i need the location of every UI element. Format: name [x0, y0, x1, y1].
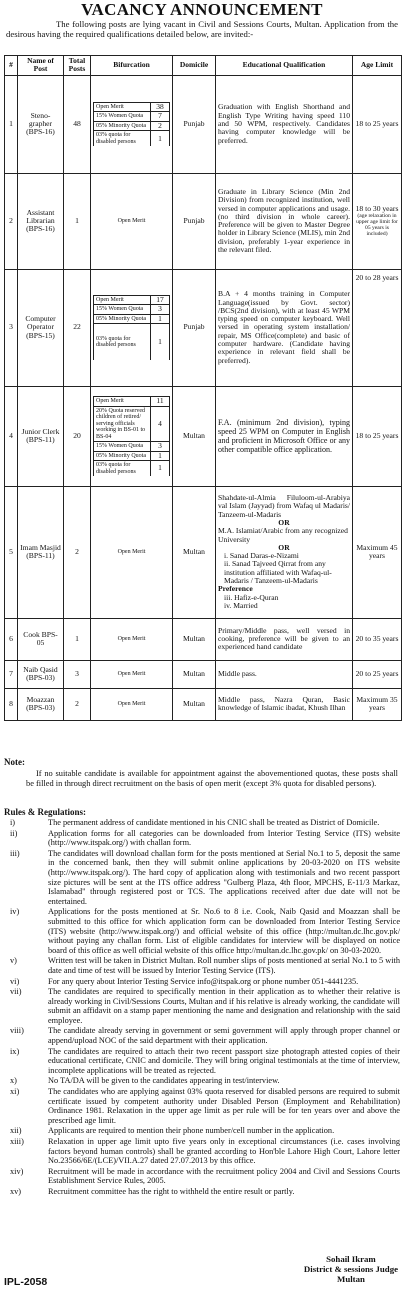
bifurcation-label: 03% quota for disabled persons: [94, 131, 151, 147]
rule-text: Application forms for all categories can be downloaded from Interior Testing Service (ITS) website (http://www.itspak.org/) with challan form.: [48, 828, 400, 848]
header-number: #: [5, 56, 18, 76]
table-row: [5, 386, 402, 486]
header-domicile: Domicile: [173, 56, 216, 76]
header-qualification: Educational Qualification: [216, 56, 353, 76]
row-number: 4: [5, 386, 18, 486]
bifurcation-count: 1: [151, 324, 170, 361]
age-limit: 20 to 25 years: [353, 660, 402, 688]
bifurcation-label: Open Merit: [94, 295, 151, 305]
note-heading: Note:: [4, 757, 25, 767]
bifurcation-label: 05% Minority Quota: [94, 451, 151, 461]
rules-heading: Rules & Regulations:: [4, 807, 87, 817]
rule-item: [4, 1137, 400, 1166]
bifurcation-count: 1: [151, 314, 170, 324]
qualification-preference-label: Preference: [218, 584, 253, 594]
header-total-posts: Total Posts: [64, 56, 91, 76]
rule-text: The candidates who are applying against 03% quota reserved for disabled persons are required to submit certificate issued by competent authority under Disabled Person (Employment and Rehabilitation) Ordinance 1981. Relaxation in the upper age limit as per rule will be for ten years over and above the prescribed age limit.: [48, 1087, 400, 1125]
bifurcation-text: Open Merit: [91, 486, 173, 618]
vacancy-table: [4, 55, 402, 721]
bifurcation-cell: [91, 386, 173, 486]
domicile: Multan: [173, 660, 216, 688]
bifurcation-text: Open Merit: [91, 688, 173, 720]
age-limit: Maximum 35 years: [353, 688, 402, 720]
age-limit-cell: [353, 173, 402, 269]
table-row: [5, 173, 402, 269]
bifurcation-count: 1: [151, 461, 170, 477]
bifurcation-count: 1: [151, 131, 170, 147]
rule-text: Relaxation in upper age limit upto five years only in exceptional circumstances (i.e. cases involving factors beyond human controls) shall be granted according to Hon'ble Lahore High Court, Lahore letter No.23566/6E/(LCE)/VII.A.27 dated 27.07.2013 by this office.: [48, 1137, 400, 1166]
rule-text: The candidates are required to attach their two recent passport size photograph attested copies of their educational certificate, CNIC and domicile. They will bring original testimonials at the time of interview, incomplete applications will be treated as rejected.: [48, 1046, 400, 1075]
row-number: 6: [5, 618, 18, 660]
table-row: [5, 660, 402, 688]
bifurcation-count: 4: [151, 406, 170, 442]
rule-item: [4, 1126, 400, 1136]
rule-item: [4, 1047, 400, 1076]
rule-text: The candidate already serving in government or semi government will apply through proper channel or append/upload NOC of the said department with their application.: [48, 1026, 400, 1046]
rule-item: [4, 849, 400, 907]
table-row: [5, 269, 402, 386]
rule-item: [4, 1167, 400, 1186]
table-header-row: [5, 56, 402, 76]
table-row: [5, 618, 402, 660]
rule-item: [4, 907, 400, 955]
rule-text: Recruitment will be made in accordance with the recruitment policy 2004 and Civil and Sessions Courts Establishment Service Rules, 2005.: [48, 1166, 400, 1186]
header-age-limit: Age Limit: [353, 56, 402, 76]
row-number: 7: [5, 660, 18, 688]
qualification: Middle pass, Nazra Quran, Basic knowledge of Islamic ibadat, Khush Ilhan: [216, 688, 353, 720]
signature-name: Sohail Ikram: [326, 1254, 376, 1264]
bifurcation-text: Open Merit: [91, 660, 173, 688]
rule-number: ix): [10, 1046, 20, 1056]
signature-block: [304, 1254, 398, 1284]
post-name: Junior Clerk (BPS-11): [18, 386, 64, 486]
qualification: B.A + 4 months training in Computer Language(issued by Govt. sector) /BCS(2nd division), with at least 45 WPM typing speed on computer keyboard. Well versed in operating system installation/ repair, MS Office(complete) and basic of computer hardware. (Candidate having experience in relevant field shall be preferred).: [216, 269, 353, 386]
rule-item: [4, 1087, 400, 1125]
rule-text: Applicants are required to mention their phone number/cell number in the application.: [48, 1126, 335, 1136]
rule-item: [4, 818, 400, 828]
qualification: Graduation with English Shorthand and English Type Writing having speed 110 and 50 WPM, respectively. Candidates having computer knowledge will be preferred.: [216, 75, 353, 173]
header-post-name: Name of Post: [18, 56, 64, 76]
bifurcation-label: 03% quota for disabled persons: [94, 324, 151, 361]
domicile: Punjab: [173, 269, 216, 386]
qualification-list-item: i. Sanad Daras-e-Nizami: [224, 551, 299, 561]
post-name: Moazzan (BPS-03): [18, 688, 64, 720]
table-row: [5, 75, 402, 173]
rule-number: x): [10, 1076, 17, 1086]
bifurcation-count: 17: [151, 295, 170, 305]
age-limit: 18 to 25 years: [353, 75, 402, 173]
age-limit: 20 to 35 years: [353, 618, 402, 660]
qualification: Primary/Middle pass, well versed in cooking, preference will be given to an experienced hand candidate: [216, 618, 353, 660]
domicile: Punjab: [173, 173, 216, 269]
post-name: Naib Qasid (BPS-03): [18, 660, 64, 688]
rule-number: vii): [10, 987, 22, 997]
signature-designation: District & sessions Judge: [303, 1264, 398, 1274]
qualification-preference-item: iii. Hafiz-e-Quran: [224, 592, 279, 602]
announcement-title: VACANCY ANNOUNCEMENT: [81, 0, 323, 19]
total-posts: 22: [64, 269, 91, 386]
qualification: F.A. (minimum 2nd division), typing speed 25 WPM on Computer in English and proficient in Microsoft Office or any other compatible office application.: [216, 386, 353, 486]
qualification-main: Shahdate-ul-Almia Filuloom-ul-Arabiya val Islam (Jayyad) from Wafaq ul Madaris/ Tanzeem-ul-Madaris: [218, 493, 350, 519]
intro-paragraph: The following posts are lying vacant in Civil and Sessions Courts, Multan. Application from the desirous having the required qualifications detailed below, are invited:-: [6, 19, 398, 39]
bifurcation-count: 3: [151, 442, 170, 452]
bifurcation-cell: [91, 75, 173, 173]
bifurcation-label: 03% quota for disabled persons: [94, 461, 151, 477]
rule-number: xv): [10, 1186, 22, 1196]
qualification-list-item: ii. Sanad Tajveed Qirrat from any institution affiliated with Wafaq-ul-Madaris / Tanzeem-ul-Madaris: [224, 559, 332, 585]
total-posts: 2: [64, 486, 91, 618]
age-limit: 20 to 28 years: [353, 269, 402, 386]
bifurcation-label: 15% Women Quota: [94, 305, 151, 315]
table-row: [5, 486, 402, 618]
rule-number: v): [10, 956, 17, 966]
total-posts: 1: [64, 618, 91, 660]
qualification-or: OR: [278, 542, 290, 552]
note-text: If no suitable candidate is available for appointment against the abovementioned quotas, these posts shall be filled in through direct recruitment on the basis of open merit (except 3% quota for disabled persons).: [26, 769, 398, 788]
post-name: Steno-grapher (BPS-16): [18, 75, 64, 173]
rule-item: [4, 829, 400, 848]
bifurcation-count: 38: [151, 102, 170, 112]
bifurcation-label: 05% Minority Quota: [94, 314, 151, 324]
rule-text: The permanent address of candidate mentioned in his CNIC shall be treated as District of Domicile.: [48, 818, 380, 827]
rule-text: For any query about Interior Testing Service info@itspak.org or phone number 051-4441235.: [48, 976, 359, 986]
header-bifurcation: Bifurcation: [91, 56, 173, 76]
row-number: 5: [5, 486, 18, 618]
qualification-alt: M.A. Islamiat/Arabic from any recognized University: [218, 526, 348, 544]
rule-item: [4, 1076, 400, 1086]
rule-item: [4, 1026, 400, 1045]
rule-item: [4, 987, 400, 1025]
rule-text: The candidates are required to specifically mention in their application as to whether their relative is already working in Civil/Sessions Courts, Multan and if his relative is already working, the candidate will submit an affidavit on a stamp paper mentioning the name and designation and relationship with the said employee.: [48, 987, 400, 1025]
post-name: Imam Masjid (BPS-11): [18, 486, 64, 618]
total-posts: 20: [64, 386, 91, 486]
bifurcation-text: Open Merit: [91, 618, 173, 660]
bifurcation-cell: [91, 269, 173, 386]
bifurcation-label: Open Merit: [94, 102, 151, 112]
bifurcation-text: Open Merit: [91, 173, 173, 269]
row-number: 3: [5, 269, 18, 386]
qualification-cell: [216, 486, 353, 618]
rule-item: [4, 1187, 400, 1197]
bifurcation-label: 20% Quota reserved children of retired/ serving officials working in BS-01 to BS-04: [94, 406, 151, 442]
domicile: Multan: [173, 486, 216, 618]
post-name: Computer Operator (BPS-15): [18, 269, 64, 386]
rule-number: i): [10, 818, 16, 827]
rule-text: The candidates will download challan form for the posts mentioned at Serial No.1 to 5, deposit the same in the concerned bank, then they will submit online applications by 20-03-2020 on ITS website (http://www.itspak.org/). The hard copy of application along with testimonials and two recent passport size pictures will be sent at the ITS office address "Gulberg Plaza, 4th floor, MPCHS, E-11/3 Markaz, Islamabad" through registered post or TCS. The applications received after due date will not be entertained.: [48, 848, 400, 906]
domicile: Multan: [173, 386, 216, 486]
rule-number: viii): [10, 1026, 24, 1036]
rule-number: vi): [10, 976, 20, 986]
age-limit: Maximum 45 years: [353, 486, 402, 618]
age-limit: 18 to 25 years: [353, 386, 402, 486]
total-posts: 2: [64, 688, 91, 720]
total-posts: 48: [64, 75, 91, 173]
bifurcation-label: Open Merit: [94, 397, 151, 407]
total-posts: 1: [64, 173, 91, 269]
bifurcation-count: 11: [151, 397, 170, 407]
bifurcation-count: 7: [151, 112, 170, 122]
row-number: 8: [5, 688, 18, 720]
domicile: Multan: [173, 618, 216, 660]
qualification: Middle pass.: [216, 660, 353, 688]
qualification: Graduate in Library Science (Min 2nd Division) from recognized institution, well versed in computer applications and usage. (no third division in whole career). Preference will be given to Master Degree holder in Library Science (MLIS), min 2nd division, preferably 1-year experience in the relevant filed.: [216, 173, 353, 269]
domicile: Multan: [173, 688, 216, 720]
qualification-or: OR: [278, 517, 290, 527]
rule-number: xiv): [10, 1166, 24, 1176]
rule-text: Recruitment committee has the right to withheld the entire result or partly.: [48, 1186, 295, 1196]
bifurcation-label: 05% Minority Quota: [94, 121, 151, 131]
rule-number: iii): [10, 848, 20, 858]
rules-list: [4, 818, 400, 1198]
age-limit: 18 to 30 years: [355, 203, 399, 213]
qualification-preference-item: iv. Married: [224, 600, 258, 610]
rule-text: Written test will be taken in District Multan. Roll number slips of posts mentioned at serial No.1 to 5 with date and time of test will be issued by Interior Testing Service (ITS).: [48, 956, 400, 975]
bifurcation-count: 2: [151, 121, 170, 131]
bifurcation-label: 15% Women Quota: [94, 442, 151, 452]
rule-number: xii): [10, 1126, 22, 1136]
signature-place: Multan: [337, 1274, 365, 1284]
age-note: (age relaxation in upper age limit for 05 years is included): [356, 213, 398, 238]
rule-text: No TA/DA will be given to the candidates appearing in test/interview.: [48, 1076, 280, 1086]
row-number: 1: [5, 75, 18, 173]
bifurcation-count: 1: [151, 451, 170, 461]
bifurcation-count: 3: [151, 305, 170, 315]
rule-number: iv): [10, 907, 20, 917]
rule-item: [4, 977, 400, 987]
rule-number: ii): [10, 828, 18, 838]
post-name: Cook BPS-05: [18, 618, 64, 660]
rule-text: Applications for the posts mentioned at Sr. No.6 to 8 i.e. Cook, Naib Qasid and Moazzan shall be submitted to this office for which application form can be downloaded from Interior Testing Service (ITS) website (http://www.itspak.org/) and official website of this office (http://multan.dc.lhc.gov.pk/ without paying any challan form. List of eligible candidates for interview will be displayed on notice board of this office as well official website of this office http://multan.dc.lhc.gov.pk/ on 30-03-2020.: [48, 907, 400, 955]
rule-number: xi): [10, 1087, 20, 1097]
domicile: Punjab: [173, 75, 216, 173]
rule-number: xiii): [10, 1137, 24, 1146]
table-row: [5, 688, 402, 720]
ipl-code: IPL-2058: [4, 1276, 48, 1288]
row-number: 2: [5, 173, 18, 269]
bifurcation-label: 15% Women Quota: [94, 112, 151, 122]
total-posts: 3: [64, 660, 91, 688]
post-name: Assistant Librarian (BPS-16): [18, 173, 64, 269]
rule-item: [4, 956, 400, 975]
